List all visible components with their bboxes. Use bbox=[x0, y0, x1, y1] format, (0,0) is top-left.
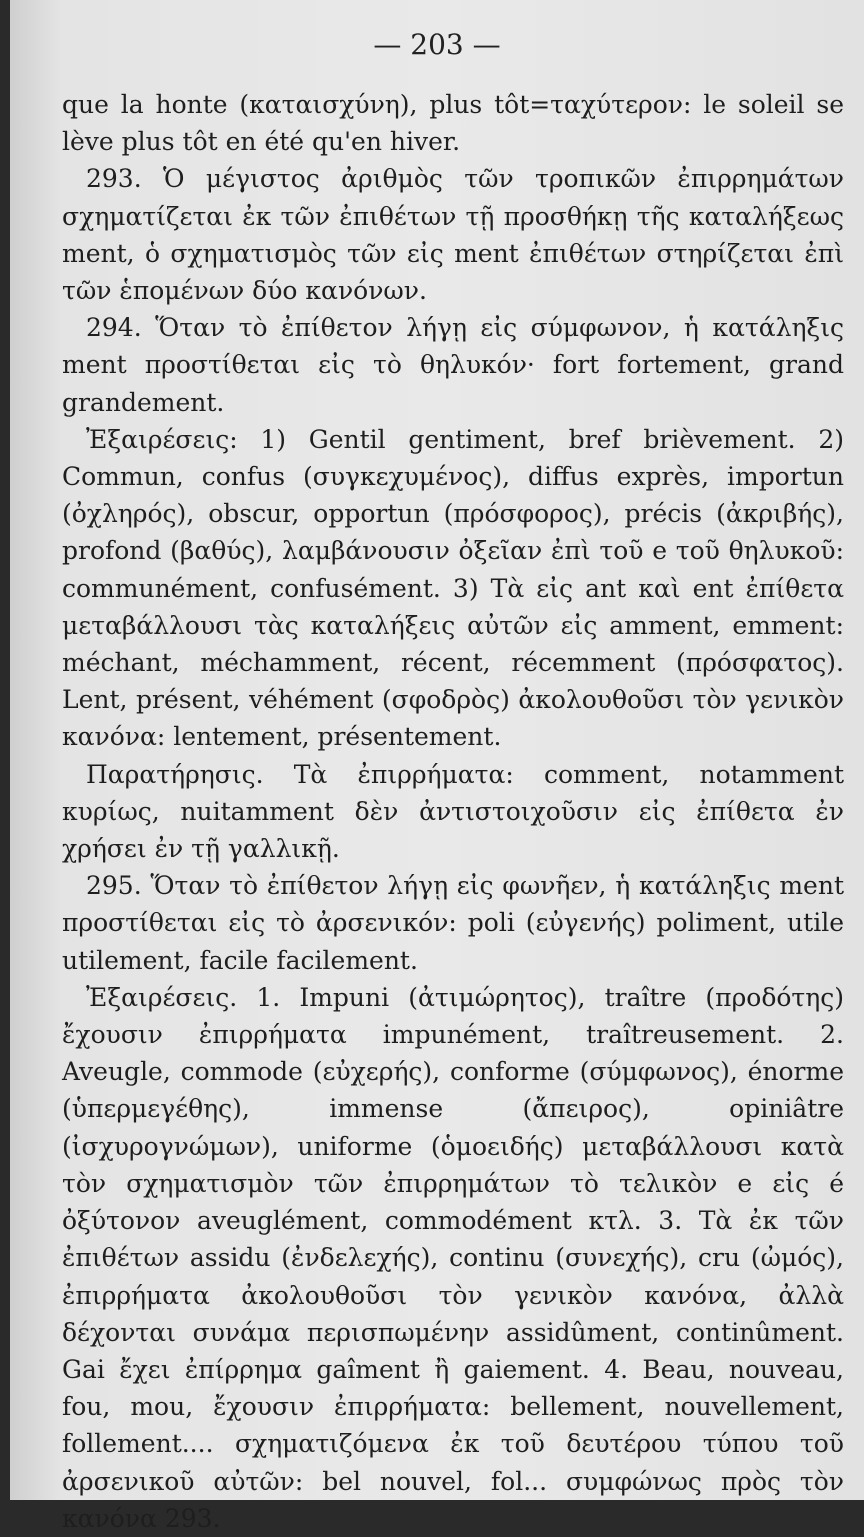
paragraph-293: 293. Ὁ μέγιστος ἀριθμὸς τῶν τροπικῶν ἐπιρρημάτων σχηματίζεται ἐκ τῶν ἐπιθέτων τῇ προσθήκῃ τῆς καταλήξεως ment, ὁ σχηματισμὸς τῶν εἰς ment ἐπιθέτων στηρίζεται ἐπὶ τῶν ἑπομένων δύο κανόνων. bbox=[62, 164, 844, 306]
paragraph-remark: Παρατήρησις. Τὰ ἐπιρρήματα: comment, notamment κυρίως, nuitamment δὲν ἀντιστοιχοῦσιν εἰς ἐπίθετα ἐν χρήσει ἐν τῇ γαλλικῇ. bbox=[62, 759, 844, 864]
page-number: — 203 — bbox=[373, 28, 501, 61]
paragraph-294-exceptions: Ἐξαιρέσεις: 1) Gentil gentiment, bref brièvement. 2) Commun, confus (συγκεχυμένος), diffus exprès, importun (ὀχληρός), obscur, opportun (πρόσφορος), précis (ἀκριβής), profond (βαθύς), λαμβάνουσιν ὀξεῖαν ἐπὶ τοῦ e τοῦ θηλυκοῦ: communément, confusément. 3) Τὰ εἰς ant καὶ ent ἐπίθετα μεταβάλλουσι τὰς καταλήξεις αὐτῶν εἰς amment, emment: méchant, méchamment, récent, récemment (πρόσφατος). Lent, présent, véhément (σφοδρὸς) ἀκολουθοῦσι τὸν γενικὸν κανόνα: lentement, présentement. bbox=[62, 424, 844, 752]
paragraph-continuation: que la honte (καταισχύνη), plus tôt=ταχύτερον: le soleil se lève plus tôt en été qu'en hiver. bbox=[62, 90, 844, 157]
paragraph-295: 295. Ὅταν τὸ ἐπίθετον λήγῃ εἰς φωνῆεν, ἡ κατάληξις ment προστίθεται εἰς τὸ ἀρσενικόν: poli (εὐγενής) poliment, utile utilement, facile facilement. bbox=[62, 871, 844, 975]
paragraph-294: 294. Ὅταν τὸ ἐπίθετον λήγῃ εἰς σύμφωνον, ἡ κατάληξις ment προστίθεται εἰς τὸ θηλυκόν· fort fortement, grand grandement. bbox=[62, 313, 844, 417]
book-page bbox=[10, 0, 864, 1533]
paragraph-295-exceptions: Ἐξαιρέσεις. 1. Impuni (ἀτιμώρητος), traître (προδότης) ἔχουσιν ἐπιρρήματα impunément, traîtreusement. 2. Aveugle, commode (εὐχερής), conforme (σύμφωνος), énorme (ὑπερμεγέθης), immense (ἄπειρος), opiniâtre (ἰσχυρογνώμων), uniforme (ὁμοειδής) μεταβάλλουσι κατὰ τὸν σχηματισμὸν τῶν ἐπιρρημάτων τὸ τελικὸν e εἰς é ὀξύτονον aveuglément, commodément κτλ. 3. Τὰ ἐκ τῶν ἐπιθέτων assidu (ἐνδελεχής), continu (συνεχής), cru (ὠμός), ἐπιρρήματα ἀκολουθοῦσι τὸν γενικὸν κανόνα, ἀλλὰ δέχονται συνάμα περισπωμένην assidûment, continûment. Gai ἔχει ἐπίρρημα gaîment ἢ gaiement. 4. Beau, nouveau, fou, mou, ἔχουσιν ἐπιρρήματα: bellement, nouvellement, follement.... σχηματιζόμενα ἐκ τοῦ δευτέρου τύπου τοῦ ἀρσενικοῦ αὐτῶν: bel nouvel, fol... συμφώνως πρὸς τὸν κανόνα 293. bbox=[62, 982, 844, 1533]
page-body bbox=[62, 86, 844, 1537]
